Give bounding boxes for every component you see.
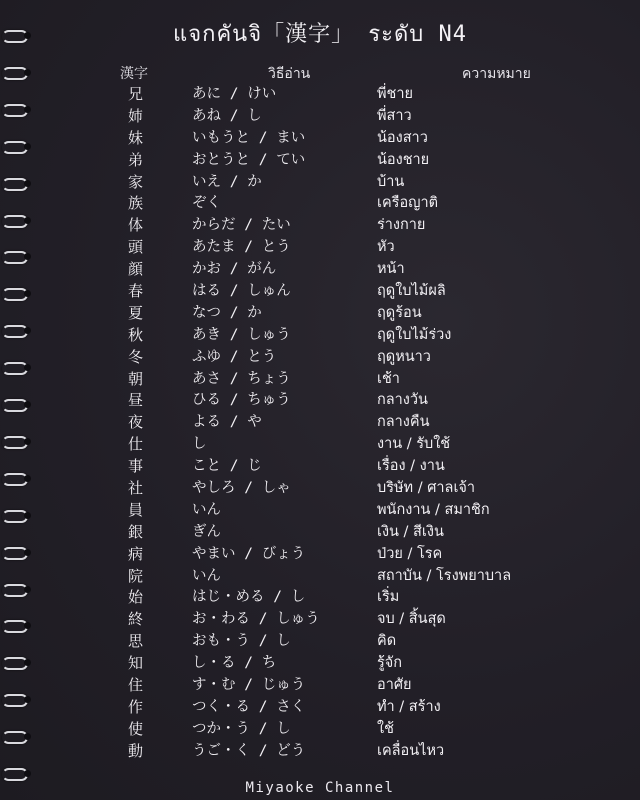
table-row [0, 369, 640, 391]
reading-cell: し [192, 436, 207, 453]
table-row [0, 522, 640, 544]
reading-cell: ぎん [192, 523, 221, 540]
table-row [0, 325, 640, 347]
reading-cell: ぞく [192, 195, 221, 212]
meaning-cell: ใช้ [377, 720, 394, 737]
meaning-cell: ฤดูหนาว [377, 348, 431, 365]
meaning-cell: ฤดูร้อน [377, 304, 422, 321]
table-row [0, 566, 640, 588]
kanji-cell: 顔 [128, 260, 144, 279]
reading-cell: かお / がん [192, 261, 277, 278]
meaning-cell: ร่างกาย [377, 217, 426, 234]
meaning-cell: กลางคืน [377, 414, 430, 431]
table-row [0, 172, 640, 194]
table-row [0, 719, 640, 741]
kanji-cell: 院 [128, 566, 144, 585]
reading-cell: よる / や [192, 414, 262, 431]
kanji-cell: 弟 [128, 150, 144, 169]
reading-cell: おとうと / てい [192, 151, 306, 168]
kanji-cell: 夜 [128, 413, 144, 432]
table-row [0, 281, 640, 303]
table-row [0, 150, 640, 172]
reading-cell: いん [192, 567, 221, 584]
reading-cell: やまい / びょう [192, 545, 306, 562]
meaning-cell: คิด [377, 633, 397, 650]
table-row [0, 741, 640, 763]
table-row [0, 587, 640, 609]
meaning-cell: บ้าน [377, 173, 405, 190]
reading-cell: し・る / ち [192, 655, 277, 672]
table-row [0, 106, 640, 128]
reading-cell: はじ・める / し [192, 589, 306, 606]
reading-cell: いん [192, 501, 221, 518]
meaning-cell: อาศัย [377, 677, 412, 694]
kanji-table [0, 84, 640, 763]
kanji-cell: 終 [128, 610, 144, 629]
meaning-cell: เครือญาติ [377, 195, 439, 212]
meaning-cell: พนักงาน / สมาชิก [377, 501, 490, 518]
kanji-cell: 冬 [128, 347, 144, 366]
table-row [0, 303, 640, 325]
page-title: แจกคันจิ「漢字」 ระดับ N4 [173, 22, 467, 47]
meaning-cell: เริ่ม [377, 589, 400, 606]
table-row [0, 544, 640, 566]
reading-cell: あさ / ちょう [192, 370, 291, 387]
table-row [0, 259, 640, 281]
meaning-cell: หัว [377, 239, 395, 256]
reading-cell: あき / しゅう [192, 326, 291, 343]
meaning-cell: หน้า [377, 261, 405, 278]
kanji-cell: 秋 [128, 325, 144, 344]
reading-cell: やしろ / しゃ [192, 480, 291, 497]
table-row [0, 434, 640, 456]
table-row [0, 609, 640, 631]
kanji-cell: 姉 [128, 106, 144, 125]
reading-cell: お・わる / しゅう [192, 611, 320, 628]
reading-cell: あたま / とう [192, 239, 291, 256]
table-row [0, 237, 640, 259]
header-kanji: 漢字 [120, 66, 148, 82]
kanji-cell: 事 [128, 457, 144, 476]
meaning-cell: เรื่อง / งาน [377, 458, 445, 475]
reading-cell: こと / じ [192, 458, 262, 475]
reading-cell: はる / しゅん [192, 283, 291, 300]
table-row [0, 84, 640, 106]
meaning-cell: ฤดูใบไม้ร่วง [377, 326, 452, 343]
meaning-cell: ป่วย / โรค [377, 545, 443, 562]
meaning-cell: น้องชาย [377, 151, 430, 168]
kanji-cell: 仕 [128, 435, 144, 454]
table-row [0, 500, 640, 522]
table-row [0, 412, 640, 434]
reading-cell: おも・う / し [192, 633, 291, 650]
meaning-cell: พี่สาว [377, 107, 412, 124]
table-row [0, 456, 640, 478]
kanji-cell: 作 [128, 697, 144, 716]
table-row [0, 697, 640, 719]
reading-cell: ふゆ / とう [192, 348, 277, 365]
reading-cell: いもうと / まい [192, 129, 306, 146]
reading-cell: うご・く / どう [192, 742, 306, 759]
meaning-cell: น้องสาว [377, 129, 428, 146]
table-row [0, 675, 640, 697]
kanji-cell: 動 [128, 741, 144, 760]
kanji-cell: 頭 [128, 238, 144, 257]
meaning-cell: พี่ชาย [377, 86, 414, 102]
kanji-cell: 銀 [128, 522, 144, 541]
table-row [0, 653, 640, 675]
kanji-cell: 族 [128, 194, 144, 213]
reading-cell: なつ / か [192, 304, 262, 321]
kanji-cell: 始 [128, 588, 144, 607]
reading-cell: からだ / たい [192, 217, 291, 234]
meaning-cell: สถาบัน / โรงพยาบาล [377, 567, 512, 584]
table-row [0, 631, 640, 653]
table-row [0, 347, 640, 369]
meaning-cell: ทำ / สร้าง [377, 698, 441, 715]
reading-cell: つく・る / さく [192, 698, 306, 715]
header-reading: วิธีอ่าน [268, 66, 311, 82]
kanji-cell: 病 [128, 544, 144, 563]
kanji-cell: 思 [128, 632, 144, 651]
kanji-cell: 知 [128, 654, 144, 673]
meaning-cell: กลางวัน [377, 392, 428, 409]
kanji-cell: 春 [128, 282, 144, 301]
kanji-cell: 員 [128, 500, 144, 519]
table-row [0, 128, 640, 150]
meaning-cell: บริษัท / ศาลเจ้า [377, 480, 476, 497]
kanji-cell: 昼 [128, 391, 144, 410]
kanji-cell: 社 [128, 479, 144, 498]
reading-cell: あに / けい [192, 86, 277, 102]
kanji-cell: 朝 [128, 369, 144, 388]
meaning-cell: เงิน / สีเงิน [377, 523, 444, 540]
meaning-cell: เคลื่อนไหว [377, 742, 445, 759]
meaning-cell: เช้า [377, 370, 400, 387]
reading-cell: す・む / じゅう [192, 677, 306, 694]
header-meaning: ความหมาย [462, 66, 531, 82]
meaning-cell: ฤดูใบไม้ผลิ [377, 283, 446, 300]
meaning-cell: รู้จัก [377, 655, 403, 672]
kanji-cell: 使 [128, 719, 144, 738]
reading-cell: ひる / ちゅう [192, 392, 291, 409]
table-row [0, 215, 640, 237]
table-header [0, 63, 640, 85]
reading-cell: つか・う / し [192, 720, 291, 737]
kanji-cell: 家 [128, 172, 144, 191]
kanji-cell: 夏 [128, 303, 144, 322]
reading-cell: あね / し [192, 107, 262, 124]
kanji-cell: 体 [128, 216, 144, 235]
meaning-cell: งาน / รับใช้ [377, 436, 451, 453]
reading-cell: いえ / か [192, 173, 262, 190]
channel-credit: Miyaoke Channel [245, 780, 395, 796]
meaning-cell: จบ / สิ้นสุด [377, 611, 446, 628]
table-row [0, 193, 640, 215]
table-row [0, 478, 640, 500]
kanji-cell: 妹 [128, 128, 144, 147]
kanji-cell: 兄 [128, 85, 144, 103]
table-row [0, 390, 640, 412]
binding-ring-icon [2, 766, 28, 780]
kanji-cell: 住 [128, 676, 144, 695]
